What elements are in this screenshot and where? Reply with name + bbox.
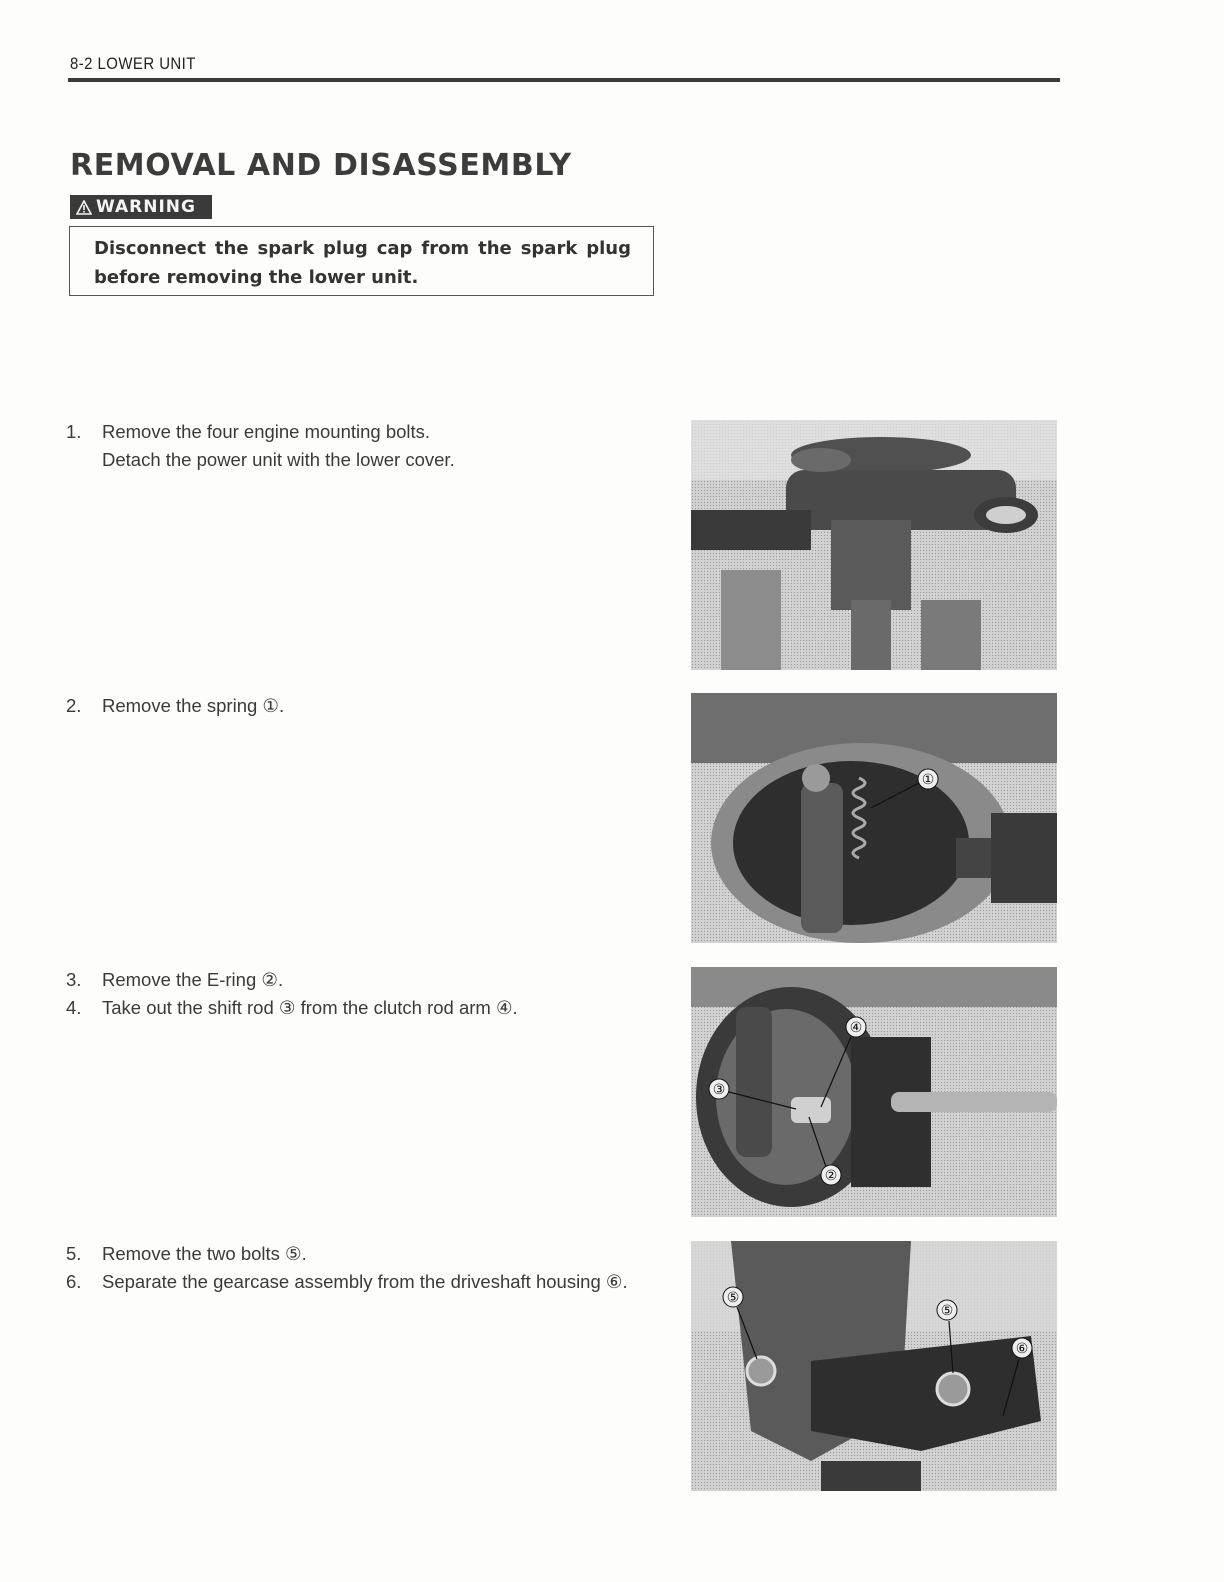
step-number: 2.: [66, 695, 82, 716]
warning-triangle-icon: [76, 200, 92, 215]
running-header: 8-2 LOWER UNIT: [70, 54, 196, 73]
callout-1: ①: [921, 772, 935, 788]
step-text: Take out the shift rod ③ from the clutch rod arm ④.: [102, 997, 518, 1018]
photo-power-unit: [691, 420, 1057, 670]
warning-box: [69, 226, 654, 296]
callout-3: ③: [712, 1082, 726, 1098]
warning-badge-label: WARNING: [96, 197, 196, 217]
callout-4: ④: [849, 1020, 863, 1036]
section-title: REMOVAL AND DISASSEMBLY: [70, 148, 572, 183]
step-number: 3.: [66, 969, 82, 990]
callout-5-right: ⑤: [940, 1303, 954, 1319]
step-text: Separate the gearcase assembly from the driveshaft housing ⑥.: [102, 1271, 628, 1292]
photo-spring: [691, 693, 1057, 943]
step-text: Remove the four engine mounting bolts.: [102, 421, 431, 442]
warning-badge: [70, 195, 212, 219]
step-number: 6.: [66, 1271, 82, 1292]
header-rule: [68, 78, 1060, 82]
step-text: Remove the two bolts ⑤.: [102, 1243, 307, 1264]
step-text: Detach the power unit with the lower cover.: [102, 449, 455, 470]
step-text: Remove the E-ring ②.: [102, 969, 284, 990]
callout-2: ②: [824, 1168, 838, 1184]
photo-gearcase-bolts: [691, 1241, 1057, 1491]
step-number: 4.: [66, 997, 82, 1018]
warning-text: Disconnect the spark plug cap from the spark plug before removing the lower unit.: [94, 238, 631, 288]
step-number: 1.: [66, 421, 82, 442]
callout-5-left: ⑤: [726, 1290, 740, 1306]
step-number: 5.: [66, 1243, 82, 1264]
callout-6: ⑥: [1015, 1341, 1029, 1357]
photo-shift-rod: [691, 967, 1057, 1217]
step-text: Remove the spring ①.: [102, 695, 285, 716]
